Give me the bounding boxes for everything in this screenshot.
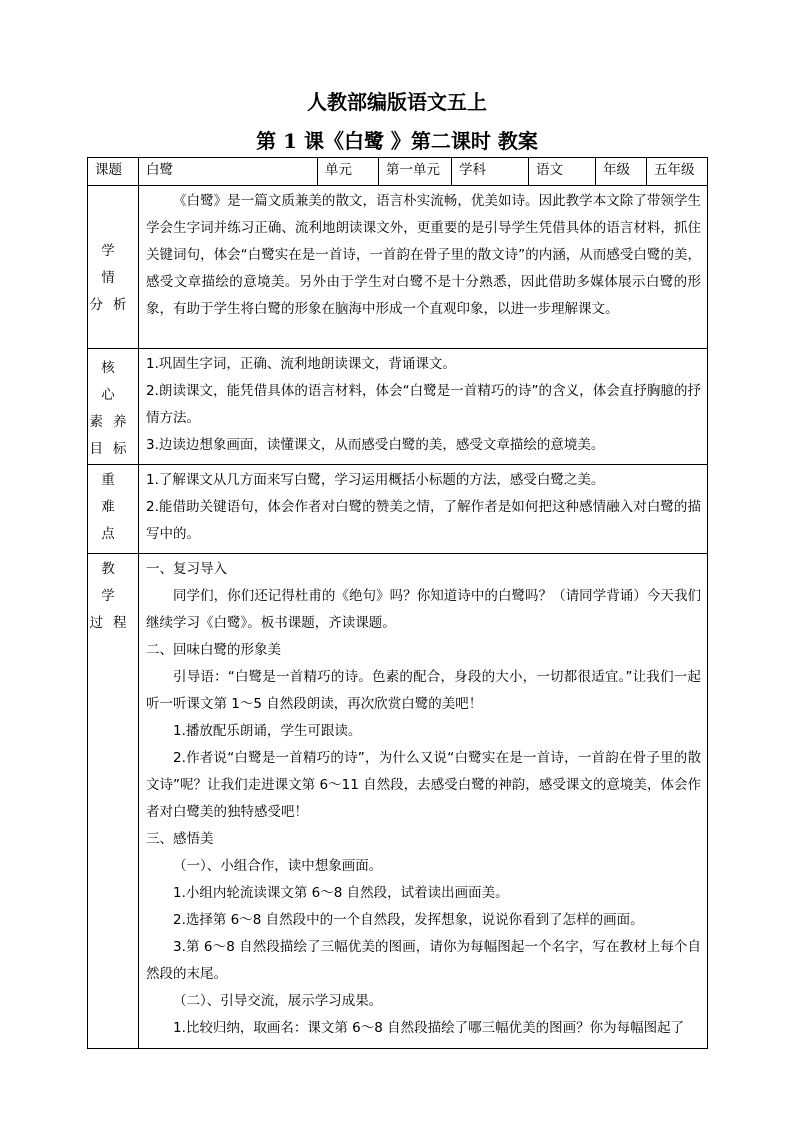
lesson-plan-table (87, 157, 708, 1049)
process-paragraph: 1.比较归纳，取画名：课文第 6～8 自然段描绘了哪三幅优美的图画？你为每幅图起了 (173, 1020, 685, 1036)
grade-label: 年级 (603, 162, 630, 178)
grade-label-cell (596, 158, 647, 186)
process-label-line: 过程 (89, 615, 137, 631)
key-points-label-cell (88, 465, 139, 554)
topic-value: 白鹭 (146, 162, 173, 178)
goals-label-cell (88, 349, 139, 465)
key-point-item: 2.能借助关键语句，体会作者对白鹭的赞美之情，了解作者是如何把这种感情融入对白鹭的描写中的。 (146, 499, 701, 542)
goals-label-line: 核 心 (101, 360, 125, 403)
process-subheading: （一）、小组合作，读中想象画面。 (173, 858, 383, 874)
topic-label: 课题 (95, 162, 122, 178)
goals-label-line: 目标 (89, 441, 137, 457)
goals-label-line: 素养 (89, 414, 137, 430)
process-subheading: （二）、引导交流，展示学习成果。 (173, 993, 383, 1009)
process-heading: 一、复习导入 (146, 561, 227, 577)
subject-label-cell (452, 158, 529, 186)
analysis-label-cell (88, 186, 139, 349)
grade-value: 五年级 (654, 162, 695, 178)
unit-label-cell (318, 158, 379, 186)
topic-label-cell (88, 158, 139, 186)
analysis-row (88, 186, 708, 349)
process-paragraph: 引导语：“白鹭是一首精巧的诗。色素的配合，身段的大小，一切都很适宜。”让我们一起听一听课文第 1～5 自然段朗读，再次欣赏白鹭的美吧！ (146, 669, 701, 712)
key-points-row (88, 465, 708, 554)
info-row (88, 158, 708, 186)
unit-label: 单元 (325, 162, 352, 178)
process-content-cell (139, 554, 708, 1049)
grade-value-cell (647, 158, 708, 186)
analysis-label-line: 分析 (89, 297, 137, 313)
goal-item: 3.边读边想象画面，读懂课文，从而感受白鹭的美，感受文章描绘的意境美。 (146, 437, 605, 453)
key-points-label-line: 重 难 (101, 472, 125, 515)
process-paragraph: 1.小组内轮流读课文第 6～8 自然段，试着读出画面美。 (173, 885, 509, 901)
subject-value: 语文 (536, 162, 563, 178)
goals-row (88, 349, 708, 465)
process-label-cell (88, 554, 139, 1049)
process-heading: 三、感悟美 (146, 831, 214, 847)
goal-item: 1.巩固生字词，正确、流利地朗读课文，背诵课文。 (146, 356, 456, 372)
analysis-label-line: 学 情 (101, 243, 125, 286)
analysis-content-cell (139, 186, 708, 349)
analysis-text: 《白鹭》是一篇文质兼美的散文，语言朴实流畅，优美如诗。因此教学本文除了带领学生学会生字词并练习正确、流利地朗读课文外，更重要的是引导学生凭借具体的语言材料，抓住关键词句，体会“白鹭实在是一首诗，一首韵在骨子里的散文诗”的内涵，从而感受白鹭的美，感受文章描绘的意境美。另外由于学生对白鹭不是十分熟悉，因此借助多媒体展示白鹭的形象，有助于学生将白鹭的形象在脑海中形成一个直观印象，以进一步理解课文。 (146, 193, 701, 317)
goal-item: 2.朗读课文，能凭借具体的语言材料，体会“白鹭是一首精巧的诗”的含义，体会直抒胸臆的抒情方法。 (146, 383, 701, 426)
process-paragraph: 2.选择第 6～8 自然段中的一个自然段，发挥想象，说说你看到了怎样的画面。 (173, 912, 644, 928)
process-paragraph: 1.播放配乐朗诵，学生可跟读。 (173, 723, 362, 739)
key-point-item: 1.了解课文从几方面来写白鹭，学习运用概括小标题的方法，感受白鹭之美。 (146, 472, 605, 488)
goals-content-cell (139, 349, 708, 465)
process-row (88, 554, 708, 1049)
key-points-content-cell (139, 465, 708, 554)
topic-value-cell (139, 158, 318, 186)
key-points-label-line: 点 (101, 526, 125, 542)
process-paragraph: 同学们，你们还记得杜甫的《绝句》吗？你知道诗中的白鹭吗？（请同学背诵）今天我们继续学习《白鹭》。板书课题，齐读课题。 (146, 588, 701, 631)
subject-label: 学科 (459, 162, 486, 178)
unit-value: 第一单元 (386, 162, 440, 178)
process-heading: 二、回味白鹭的形象美 (146, 642, 281, 658)
process-paragraph: 3.第 6～8 自然段描绘了三幅优美的图画，请你为每幅图起一个名字，写在教材上每个自然段的末尾。 (146, 939, 701, 982)
unit-value-cell (379, 158, 452, 186)
process-paragraph: 2.作者说“白鹭是一首精巧的诗”，为什么又说“白鹭实在是一首诗，一首韵在骨子里的散文诗”呢？让我们走进课文第 6～11 自然段，去感受白鹭的神韵，感受课文的意境美，体会作者对白鹭美的独特感受吧！ (146, 750, 701, 820)
process-label-line: 教 学 (101, 561, 125, 604)
subject-value-cell (529, 158, 596, 186)
lesson-title: 第 1 课《白鹭 》第二课时 教案 (256, 129, 538, 153)
document-title: 人教部编版语文五上 (307, 90, 487, 114)
